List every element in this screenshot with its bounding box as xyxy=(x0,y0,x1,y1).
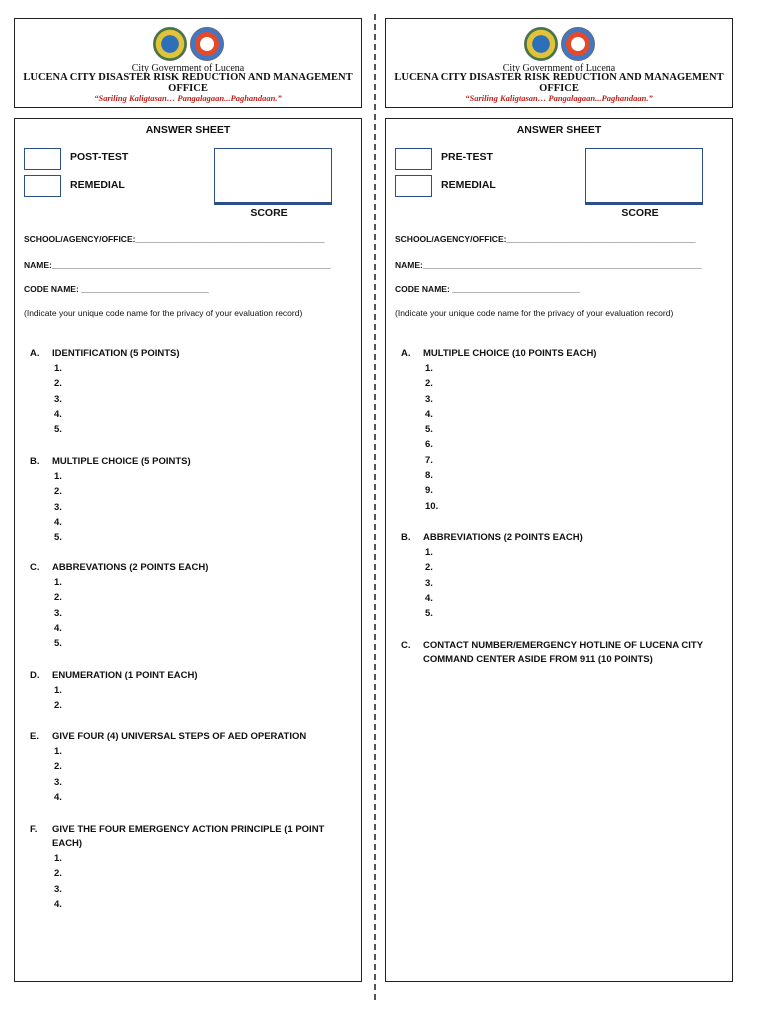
name-field[interactable]: NAME:___________________________________________________________ xyxy=(24,260,331,270)
section-letter: C. xyxy=(401,640,411,651)
section-d xyxy=(24,669,354,714)
post-test-checkbox[interactable] xyxy=(24,148,61,170)
score-label: SCORE xyxy=(621,207,659,219)
remedial-checkbox[interactable] xyxy=(395,175,432,197)
letterhead xyxy=(14,18,362,108)
answer-line[interactable]: 1. xyxy=(425,547,433,558)
section-letter: C. xyxy=(30,562,40,573)
section-title: CONTACT NUMBER/EMERGENCY HOTLINE OF LUCENA CITY COMMAND CENTER ASIDE FROM 911 (10 POINTS) xyxy=(423,640,703,665)
letterhead-office: LUCENA CITY DISASTER RISK REDUCTION AND MANAGEMENT OFFICE xyxy=(23,72,353,94)
answer-line[interactable]: 8. xyxy=(425,470,433,482)
answer-line[interactable]: 2. xyxy=(54,486,62,498)
score-box[interactable] xyxy=(585,148,703,205)
answer-line[interactable]: 9. xyxy=(425,485,433,497)
section-b xyxy=(24,455,354,545)
school-field[interactable]: SCHOOL/AGENCY/OFFICE:________________________________________ xyxy=(24,234,325,244)
city-seal-logo xyxy=(524,27,558,61)
code-name-note: (Indicate your unique code name for the privacy of your evaluation record) xyxy=(395,308,674,318)
letterhead-government: City Government of Lucena xyxy=(131,63,245,74)
logos xyxy=(15,27,361,61)
school-field[interactable]: SCHOOL/AGENCY/OFFICE:________________________________________ xyxy=(395,234,696,244)
answer-line[interactable]: 3. xyxy=(54,883,62,895)
pre-test-checkbox[interactable] xyxy=(395,148,432,170)
section-a xyxy=(24,347,354,437)
code-name-note: (Indicate your unique code name for the privacy of your evaluation record) xyxy=(24,308,303,318)
pre-test-label: PRE-TEST xyxy=(441,151,493,163)
answer-line[interactable]: 10. xyxy=(425,500,439,512)
answer-line[interactable]: 2. xyxy=(425,562,433,574)
remedial-label: REMEDIAL xyxy=(441,179,496,191)
section-title: MULTIPLE CHOICE (5 POINTS) xyxy=(52,456,191,467)
answer-line[interactable]: 1. xyxy=(54,577,62,588)
letterhead-office: LUCENA CITY DISASTER RISK REDUCTION AND MANAGEMENT OFFICE xyxy=(394,72,724,94)
answer-line[interactable]: 2. xyxy=(425,378,433,390)
city-seal-logo xyxy=(153,27,187,61)
section-title: GIVE THE FOUR EMERGENCY ACTION PRINCIPLE (1 POINT EACH) xyxy=(52,824,325,849)
letterhead xyxy=(385,18,733,108)
section-letter: D. xyxy=(30,670,40,681)
section-title: GIVE FOUR (4) UNIVERSAL STEPS OF AED OPERATION xyxy=(52,731,307,742)
answer-line[interactable]: 5. xyxy=(425,424,433,436)
answer-line[interactable]: 3. xyxy=(54,776,62,788)
answer-line[interactable]: 3. xyxy=(425,577,433,589)
answer-line[interactable]: 1. xyxy=(54,363,62,374)
answer-line[interactable]: 2. xyxy=(54,868,62,880)
section-e xyxy=(24,730,354,805)
cut-line xyxy=(374,14,376,1000)
answer-line[interactable]: 2. xyxy=(54,761,62,773)
remedial-checkbox[interactable] xyxy=(24,175,61,197)
post-test-label: POST-TEST xyxy=(70,151,129,163)
section-c xyxy=(395,639,725,667)
section-letter: B. xyxy=(401,532,411,543)
section-title: MULTIPLE CHOICE (10 POINTS EACH) xyxy=(423,348,597,359)
section-letter: E. xyxy=(30,731,39,742)
answer-line[interactable]: 2. xyxy=(54,592,62,604)
letterhead-motto: “Sariling Kaligtasan… Pangalagaan...Paghandaan.” xyxy=(94,93,282,103)
answer-line[interactable]: 1. xyxy=(54,685,62,696)
section-title: IDENTIFICATION (5 POINTS) xyxy=(52,348,180,359)
drrmo-seal-logo xyxy=(561,27,595,61)
answer-sheet-pre-test xyxy=(385,18,733,665)
code-name-field[interactable]: CODE NAME: ___________________________ xyxy=(395,284,580,294)
letterhead-government: City Government of Lucena xyxy=(502,63,616,74)
answer-line[interactable]: 3. xyxy=(54,607,62,619)
answer-line[interactable]: 3. xyxy=(54,393,62,405)
score-box[interactable] xyxy=(214,148,332,205)
answer-line[interactable]: 7. xyxy=(425,454,433,466)
section-letter: A. xyxy=(30,348,40,359)
answer-line[interactable]: 5. xyxy=(425,608,433,620)
answer-line[interactable]: 4. xyxy=(54,622,62,634)
section-letter: F. xyxy=(30,824,38,835)
answer-line[interactable]: 3. xyxy=(54,501,62,513)
answer-sheet-box xyxy=(385,118,733,982)
section-title: ABBREVATIONS (2 POINTS EACH) xyxy=(52,562,209,573)
name-field[interactable]: NAME:___________________________________________________________ xyxy=(395,260,702,270)
drrmo-seal-logo xyxy=(190,27,224,61)
answer-line[interactable]: 4. xyxy=(54,791,62,803)
answer-line[interactable]: 4. xyxy=(54,516,62,528)
answer-line[interactable]: 1. xyxy=(54,746,62,757)
answer-line[interactable]: 1. xyxy=(54,853,62,864)
logos xyxy=(386,27,732,61)
answer-line[interactable]: 4. xyxy=(54,898,62,910)
answer-line[interactable]: 2. xyxy=(54,700,62,712)
answer-line[interactable]: 1. xyxy=(425,363,433,374)
answer-line[interactable]: 6. xyxy=(425,439,433,451)
answer-line[interactable]: 1. xyxy=(54,471,62,482)
letterhead-motto: “Sariling Kaligtasan… Pangalagaan...Paghandaan.” xyxy=(465,93,653,103)
answer-line[interactable]: 4. xyxy=(425,592,433,604)
section-title: ABBREVIATIONS (2 POINTS EACH) xyxy=(423,532,583,543)
answer-line[interactable]: 4. xyxy=(54,408,62,420)
section-title: ENUMERATION (1 POINT EACH) xyxy=(52,670,198,681)
code-name-field[interactable]: CODE NAME: ___________________________ xyxy=(24,284,209,294)
section-letter: B. xyxy=(30,456,40,467)
section-letter: A. xyxy=(401,348,411,359)
answer-line[interactable]: 5. xyxy=(54,532,62,544)
answer-sheet-box xyxy=(14,118,362,982)
answer-line[interactable]: 2. xyxy=(54,378,62,390)
remedial-label: REMEDIAL xyxy=(70,179,125,191)
answer-line[interactable]: 3. xyxy=(425,393,433,405)
answer-line[interactable]: 5. xyxy=(54,638,62,650)
section-a xyxy=(395,347,725,514)
sheet-title: ANSWER SHEET xyxy=(516,124,602,136)
section-c xyxy=(24,561,354,651)
answer-sheet-post-test xyxy=(14,18,362,910)
score-label: SCORE xyxy=(250,207,288,219)
sheet-title: ANSWER SHEET xyxy=(145,124,231,136)
answer-line[interactable]: 4. xyxy=(425,408,433,420)
answer-line[interactable]: 5. xyxy=(54,424,62,436)
section-b xyxy=(395,531,725,621)
section-f xyxy=(24,823,354,912)
